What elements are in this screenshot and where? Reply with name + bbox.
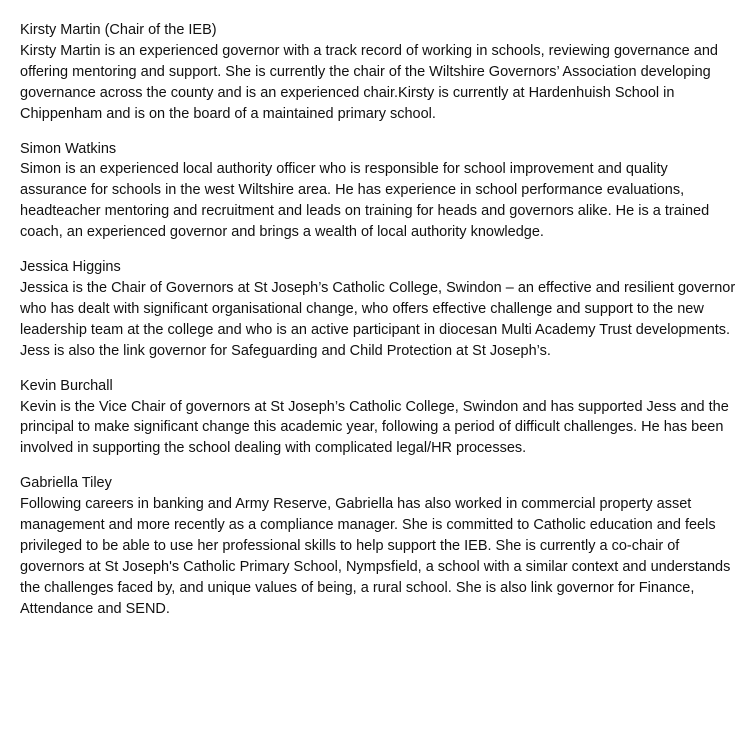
bio-simon-watkins — [20, 139, 736, 244]
bio-text: Kirsty Martin is an experienced governor with a track record of working in schools, reviewing governance and offering mentoring and support. She is currently the chair of the Wiltshire Governors’ Association developing governance across the county and is an experienced chair.Kirsty is currently at Hardenhuish School in Chippenham and is on the board of a maintained primary school. — [20, 42, 718, 122]
bio-text: Jessica is the Chair of Governors at St Joseph’s Catholic College, Swindon – an effective and resilient governor who has dealt with significant organisational change, who offers effective challenge and support to the new leadership team at the college and who is an active participant in diocesan Multi Academy Trust developments. Jess is also the link governor for Safeguarding and Child Protection at St Joseph’s. — [20, 279, 736, 359]
bio-name: Simon Watkins — [20, 140, 117, 157]
bio-text: Simon is an experienced local authority officer who is responsible for school improvement and quality assurance for schools in the west Wiltshire area. He has experience in school performance evaluations, headteacher mentoring and recruitment and leads on training for heads and governors alike. He is a trained coach, an experienced governor and brings a wealth of local authority knowledge. — [20, 161, 710, 241]
bio-jessica-higgins — [20, 257, 736, 362]
bio-kirsty-martin — [20, 20, 736, 125]
bio-name: Gabriella Tiley — [20, 475, 112, 492]
bio-text: Following careers in banking and Army Reserve, Gabriella has also worked in commercial property asset management and more recently as a compliance manager. She is committed to Catholic education and feels privileged to be able to use her professional skills to help support the IEB. She is currently a co-chair of governors at St Joseph's Catholic Primary School, Nympsfield, a school with a similar context and understands the challenges faced by, and unique values of being, a rural school. She is also link governor for Finance, Attendance and SEND. — [20, 496, 731, 617]
bio-gabriella-tiley — [20, 473, 736, 619]
bio-name: Kirsty Martin (Chair of the IEB) — [20, 22, 217, 38]
bio-name: Kevin Burchall — [20, 377, 113, 394]
document-page — [20, 20, 736, 634]
bio-kevin-burchall — [20, 376, 736, 460]
bio-name: Jessica Higgins — [20, 259, 121, 276]
bio-text: Kevin is the Vice Chair of governors at St Joseph’s Catholic College, Swindon and has supported Jess and the principal to make significant change this academic year, following a period of difficult challenges. He has been involved in supporting the school dealing with complicated legal/HR processes. — [20, 398, 729, 457]
